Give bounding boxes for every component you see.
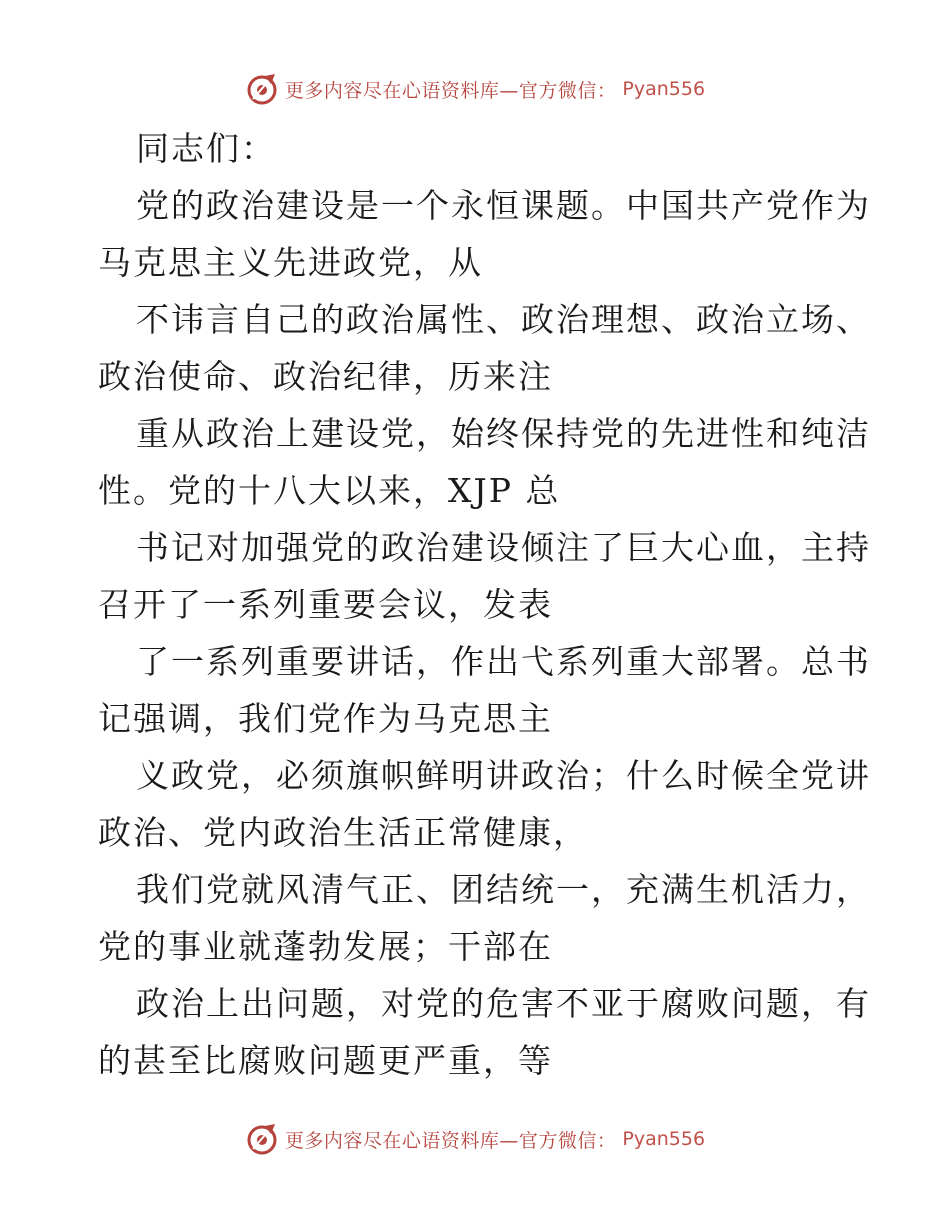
body-line: 的甚至比腐败问题更严重，等 [98, 1041, 553, 1080]
body-line: 马克思主义先进政党，从 [98, 243, 483, 282]
body-line: 政治上出问题，对党的危害不亚于腐败问题，有 [136, 984, 871, 1023]
body-line: 政治、党内政治生活正常健康， [98, 813, 588, 852]
body-line: 党的事业就蓬勃发展；干部在 [98, 927, 553, 966]
body-line: 党的政治建设是一个永恒课题。中国共产党作为 [136, 186, 871, 225]
body-line: 重从政治上建设党，始终保持党的先进性和纯洁 [136, 414, 871, 453]
page-header-banner [0, 72, 950, 106]
footer-banner-text: 更多内容尽在心语资料库—官方微信： [284, 1129, 617, 1152]
body-line: 书记对加强党的政治建设倾注了巨大心血，主持 [136, 528, 871, 567]
body-line: 性。党的十八大以来，XJP 总 [98, 471, 561, 510]
page-footer-banner [0, 1122, 950, 1156]
header-wechat-handle: Pyan556 [622, 78, 706, 100]
document-body [98, 120, 871, 1089]
body-line: 记强调，我们党作为马克思主 [98, 699, 553, 738]
body-line: 我们党就风清气正、团结统一，充满生机活力， [136, 870, 871, 909]
header-banner-text: 更多内容尽在心语资料库—官方微信： [284, 79, 617, 102]
salutation: 同志们： [136, 129, 276, 168]
body-line: 义政党，必须旗帜鲜明讲政治；什么时候全党讲 [136, 756, 871, 795]
footer-wechat-handle: Pyan556 [622, 1128, 706, 1150]
body-line: 政治使命、政治纪律，历来注 [98, 357, 553, 396]
quill-seal-logo-icon [245, 72, 279, 106]
body-line: 不讳言自己的政治属性、政治理想、政治立场、 [136, 300, 871, 339]
quill-seal-logo-icon [245, 1122, 279, 1156]
body-line: 了一系列重要讲话，作出弋系列重大部署。总书 [136, 642, 871, 681]
body-line: 召开了一系列重要会议，发表 [98, 585, 553, 624]
